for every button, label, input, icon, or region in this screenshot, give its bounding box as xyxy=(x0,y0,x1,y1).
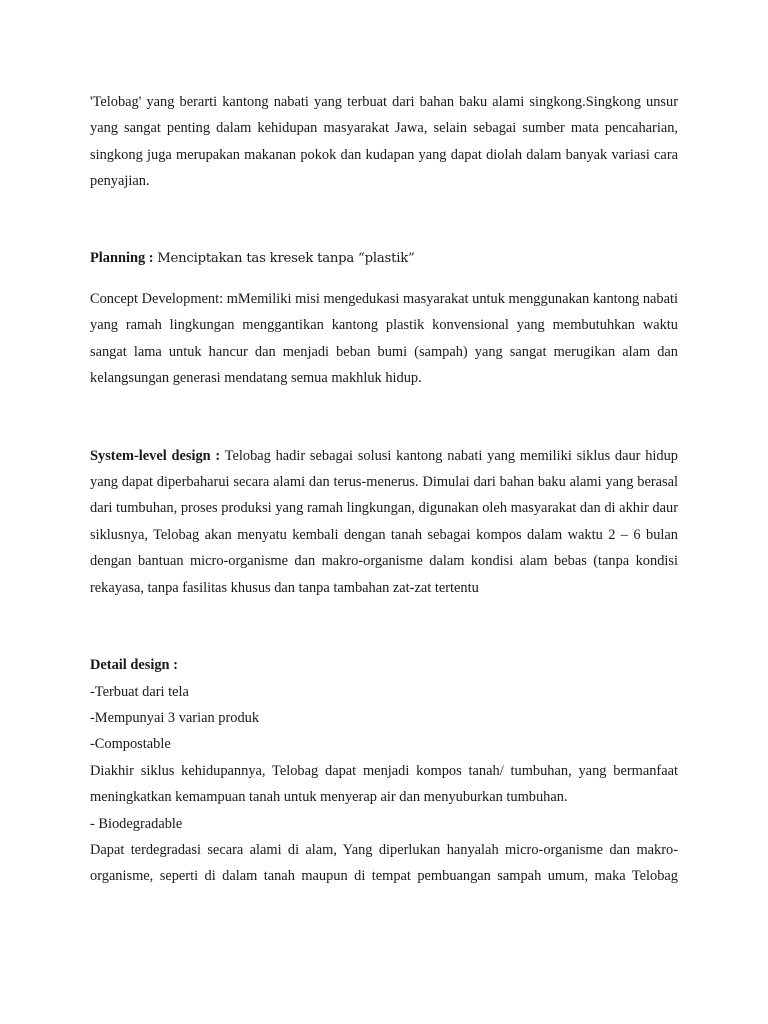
detail-design-section xyxy=(90,652,678,890)
detail-item-variants: -Mempunyai 3 varian produk xyxy=(90,709,260,726)
planning-label: Planning : xyxy=(90,249,154,266)
detail-item-material: -Terbuat dari tela xyxy=(90,683,189,700)
system-design-label: System-level design : xyxy=(90,447,221,464)
detail-compostable-description: Diakhir siklus kehidupannya, Telobag dapat menjadi kompos tanah/ tumbuhan, yang bermanfaat meningkatkan kemampuan tanah untuk menyerap air dan menyuburkan tumbuhan. xyxy=(90,762,678,806)
detail-biodegradable-description: Dapat terdegradasi secara alami di alam, Yang diperlukan hanyalah micro-organisme dan makro-organisme, seperti di dalam tanah maupun di tempat pembuangan sampah umum, maka Telobag xyxy=(90,841,678,885)
planning-text: Menciptakan tas kresek tanpa “plastik” xyxy=(157,250,415,266)
detail-item-biodegradable: - Biodegradable xyxy=(90,815,183,832)
intro-paragraph: 'Telobag' yang berarti kantong nabati yang terbuat dari bahan baku alami singkong.Singkong unsur yang sangat penting dalam kehidupan masyarakat Jawa, selain sebagai sumber mata pencaharian, singkong juga merupakan makanan pokok dan kudapan yang dapat diolah dalam banyak variasi cara penyajian. xyxy=(90,94,678,190)
detail-item-compostable: -Compostable xyxy=(90,736,171,753)
document-page xyxy=(90,89,678,890)
detail-design-label: Detail design : xyxy=(90,657,178,674)
concept-paragraph: Concept Development: mMemiliki misi mengedukasi masyarakat untuk menggunakan kantong nabati yang ramah lingkungan menggantikan kantong plastik konvensional yang membutuhkan waktu sangat lama untuk hancur dan menjadi beban bumi (sampah) yang sangat merugikan alam dan kelangsungan generasi mendatang semua makhluk hidup. xyxy=(90,291,678,387)
system-design-text: Telobag hadir sebagai solusi kantong nabati yang memiliki siklus daur hidup yang dapat diperbaharui secara alami dan terus-menerus. Dimulai dari bahan baku alami yang berasal dari tumbuhan, proses produksi yang ramah lingkungan, digunakan oleh masyarakat dan di akhir daur siklusnya, Telobag akan menyatu kembali dengan tanah sebagai kompos dalam waktu 2 – 6 bulan dengan bantuan micro-organisme dan makro-organisme dalam kondisi alam bebas (tanpa kondisi rekayasa, tanpa fasilitas khusus dan tanpa tambahan zat-zat tertentu xyxy=(90,447,679,596)
system-design-paragraph xyxy=(90,443,678,601)
planning-paragraph xyxy=(90,245,678,272)
